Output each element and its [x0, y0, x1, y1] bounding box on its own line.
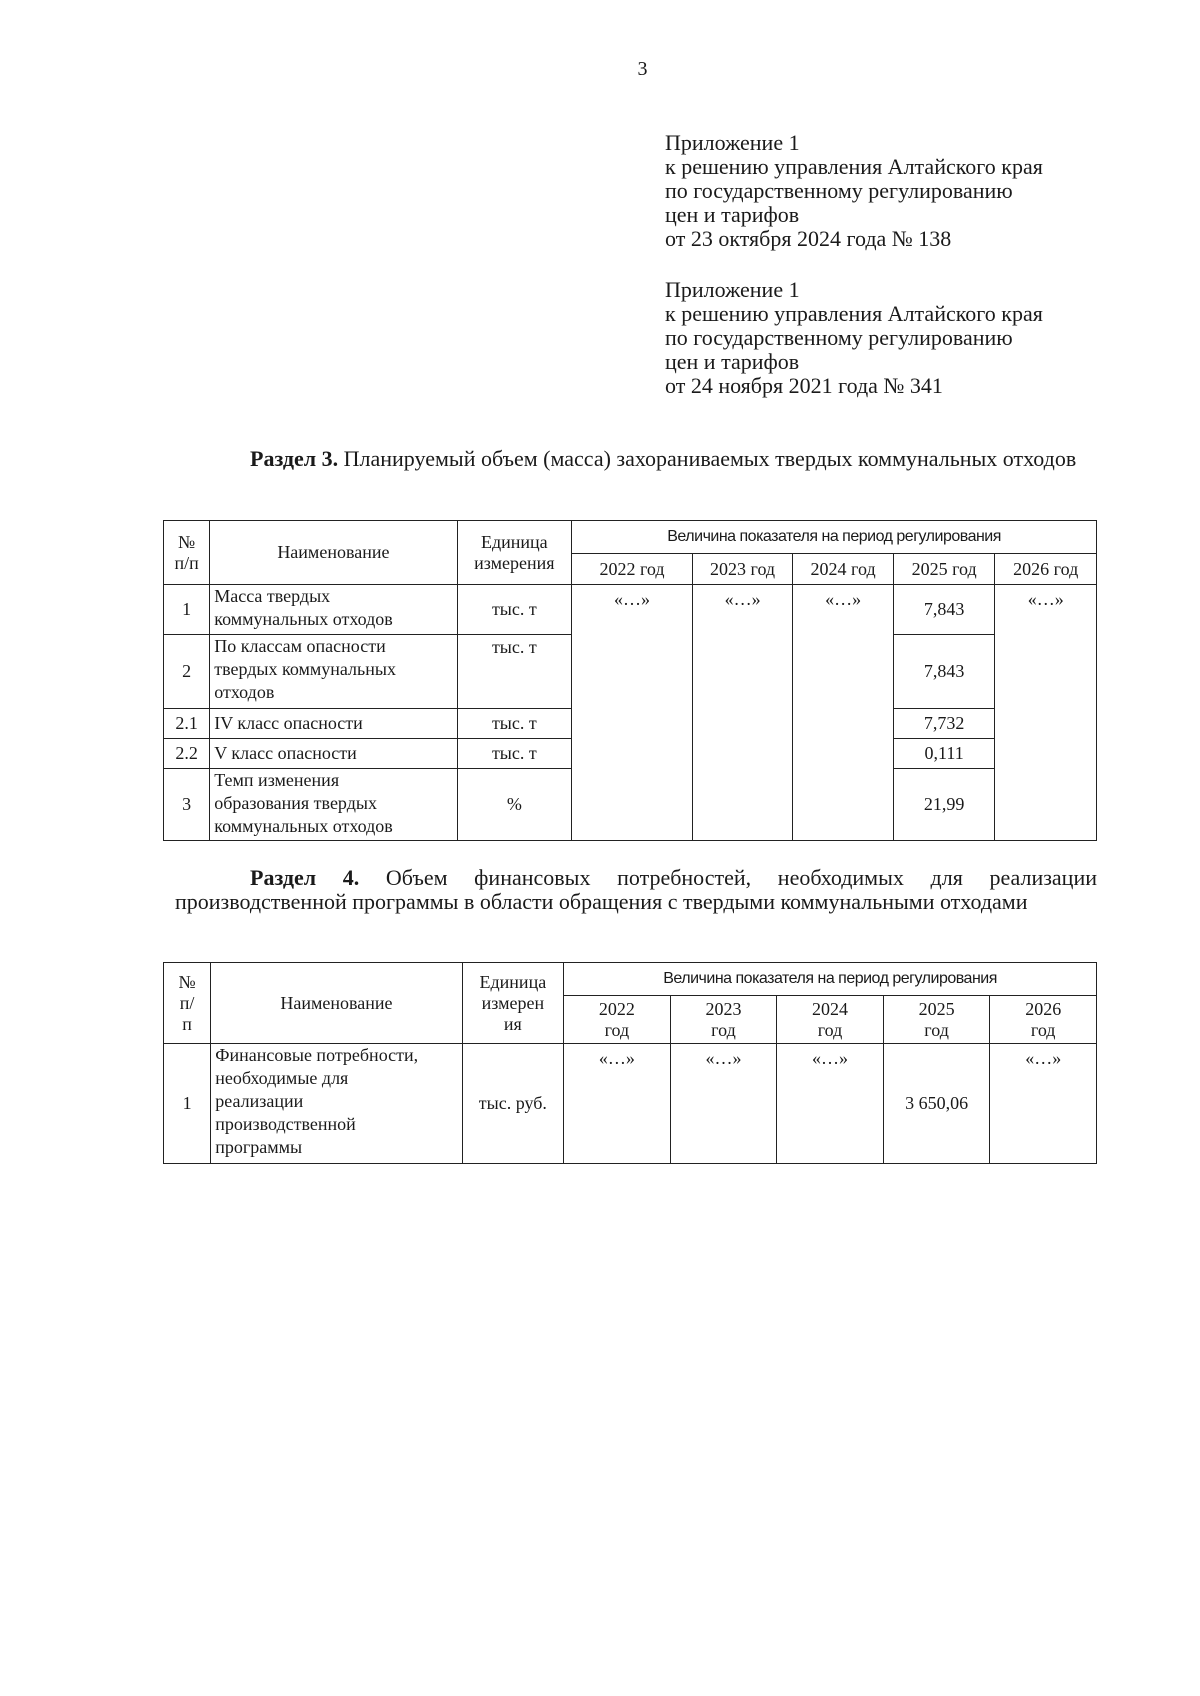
row-unit: тыс. т	[457, 585, 572, 635]
row-name: Темп изменения образования твердых коммунальных отходов	[210, 769, 457, 841]
section4-table	[163, 962, 1097, 1164]
row-unit: тыс. руб.	[462, 1044, 564, 1164]
section4-heading	[175, 866, 1097, 914]
appendix-line: Приложение 1	[665, 130, 800, 155]
header-year: 2024 год	[777, 996, 884, 1044]
header-year: 2026 год	[995, 554, 1097, 585]
value-2025: 0,111	[893, 739, 995, 769]
header-year: 2023 год	[692, 554, 793, 585]
header-period: Величина показателя на период регулирования	[572, 521, 1097, 554]
row-name: Финансовые потребности, необходимые для реализации производственной программы	[211, 1044, 462, 1164]
value-2022: «…»	[572, 585, 693, 841]
row-unit: %	[457, 769, 572, 841]
row-unit: тыс. т	[457, 739, 572, 769]
row-num: 2.1	[164, 709, 210, 739]
appendix-line: цен и тарифов	[665, 202, 800, 227]
appendix-line: к решению управления Алтайского края	[665, 301, 1043, 326]
appendix-line: от 24 ноября 2021 года № 341	[665, 373, 943, 398]
row-name: V класс опасности	[210, 739, 457, 769]
row-num: 3	[164, 769, 210, 841]
row-num: 2	[164, 635, 210, 709]
section3-label: Раздел 3.	[250, 446, 339, 471]
header-unit: Единица измерения	[457, 521, 572, 585]
header-name: Наименование	[210, 521, 457, 585]
appendix-previous	[665, 278, 1043, 398]
header-year: 2025 год	[893, 554, 995, 585]
section3-heading	[175, 447, 1097, 471]
header-year: 2025 год	[883, 996, 990, 1044]
value-2023: «…»	[692, 585, 793, 841]
appendix-current	[665, 131, 1043, 251]
appendix-line: к решению управления Алтайского края	[665, 154, 1043, 179]
row-name: Масса твердых коммунальных отходов	[210, 585, 457, 635]
value-2026: «…»	[995, 585, 1097, 841]
value-2025: 3 650,06	[883, 1044, 990, 1164]
appendix-line: Приложение 1	[665, 277, 800, 302]
value-2024: «…»	[777, 1044, 884, 1164]
value-2025: 7,843	[893, 635, 995, 709]
appendix-line: по государственному регулированию	[665, 178, 1013, 203]
header-num: № п/ п	[164, 963, 211, 1044]
header-year: 2022 год	[572, 554, 693, 585]
header-year: 2026 год	[990, 996, 1097, 1044]
value-2024: «…»	[793, 585, 894, 841]
row-name: IV класс опасности	[210, 709, 457, 739]
value-2026: «…»	[990, 1044, 1097, 1164]
row-num: 1	[164, 585, 210, 635]
row-num: 2.2	[164, 739, 210, 769]
value-2025: 7,843	[893, 585, 995, 635]
value-2023: «…»	[670, 1044, 777, 1164]
row-name: По классам опасности твердых коммунальных отходов	[210, 635, 457, 709]
header-period: Величина показателя на период регулирования	[564, 963, 1097, 996]
section4-title: Объем финансовых потребностей, необходимых для реализации производственной программы в области обращения с твердыми коммунальными отходами	[175, 865, 1097, 914]
value-2022: «…»	[564, 1044, 671, 1164]
row-num: 1	[164, 1044, 211, 1164]
section3-table	[163, 520, 1097, 841]
header-year: 2024 год	[793, 554, 894, 585]
table-row	[164, 1044, 1097, 1164]
appendix-line: от 23 октября 2024 года № 138	[665, 226, 952, 251]
header-name: Наименование	[211, 963, 462, 1044]
header-year: 2022 год	[564, 996, 671, 1044]
appendix-line: цен и тарифов	[665, 349, 800, 374]
table-row	[164, 585, 1097, 635]
appendix-line: по государственному регулированию	[665, 325, 1013, 350]
value-2025: 21,99	[893, 769, 995, 841]
row-unit: тыс. т	[457, 709, 572, 739]
section4-label: Раздел 4.	[250, 865, 360, 890]
page-number: 3	[637, 58, 648, 80]
header-year: 2023 год	[670, 996, 777, 1044]
value-2025: 7,732	[893, 709, 995, 739]
row-unit: тыс. т	[457, 635, 572, 709]
header-unit: Единица измерен ия	[462, 963, 564, 1044]
section3-title: Планируемый объем (масса) захораниваемых твердых коммунальных отходов	[343, 446, 1077, 471]
header-num: № п/п	[164, 521, 210, 585]
